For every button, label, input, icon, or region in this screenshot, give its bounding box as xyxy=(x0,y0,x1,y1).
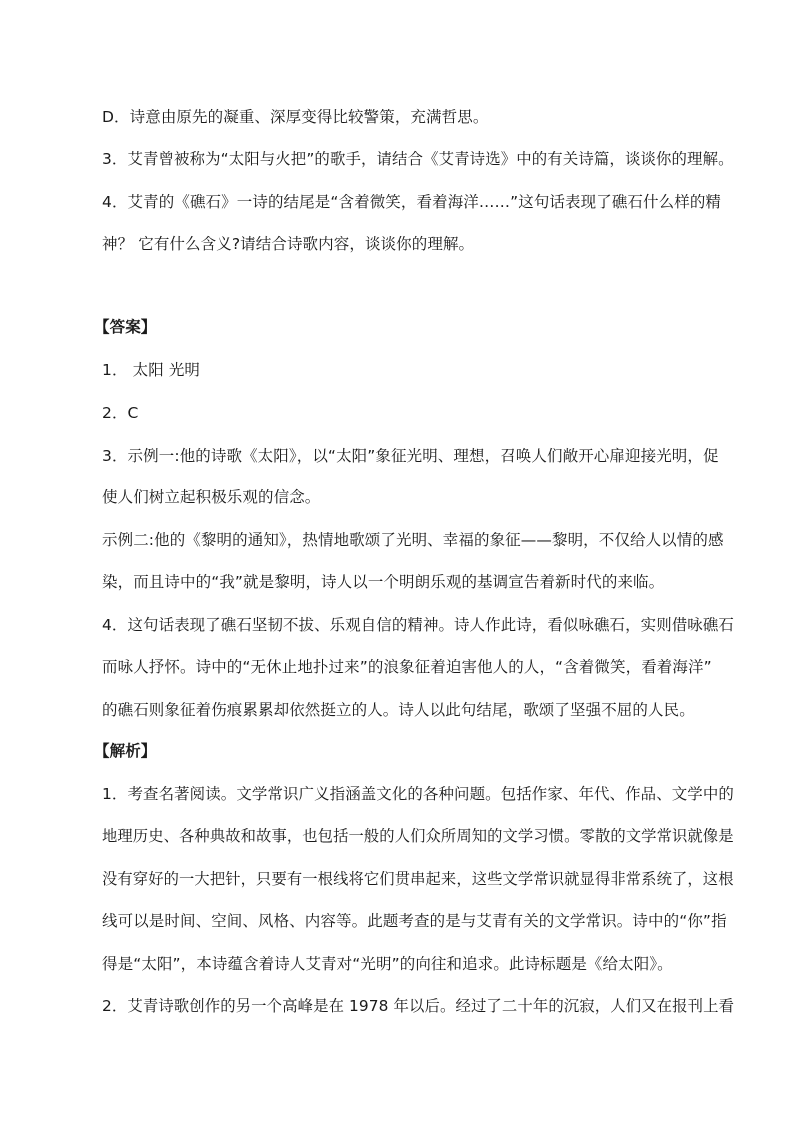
answer-3-example-2-line-2: 染，而且诗中的“我”就是黎明，诗人以一个明朗乐观的基调宣告着新时代的来临。 xyxy=(102,573,665,591)
analysis-1-line-4: 线可以是时间、空间、风格、内容等。此题考查的是与艾青有关的文学常识。诗中的“你”指 xyxy=(102,912,727,930)
answer-4-line-2: 而咏人抒怀。诗中的“无休止地扑过来”的浪象征着迫害他人的人，“含着微笑，看着海洋” xyxy=(102,658,712,676)
analysis-1-line-1: 1．考查名著阅读。文学常识广义指涵盖文化的各种问题。包括作家、年代、作品、文学中的 xyxy=(102,785,734,803)
option-d: D．诗意由原先的凝重、深厚变得比较警策，充满哲思。 xyxy=(102,108,489,126)
answer-3-line-1: 3．示例一:他的诗歌《太阳》，以“太阳”象征光明、理想，召唤人们敞开心扉迎接光明，促 xyxy=(102,447,719,465)
question-4-line-2: 神？ 它有什么含义?请结合诗歌内容，谈谈你的理解。 xyxy=(102,235,475,253)
answer-4-line-1: 4．这句话表现了礁石坚韧不拔、乐观自信的精神。诗人作此诗，看似咏礁石，实则借咏礁石 xyxy=(102,616,734,634)
analysis-1-line-3: 没有穿好的一大把针，只要有一根线将它们贯串起来，这些文学常识就显得非常系统了，这根 xyxy=(102,870,734,888)
question-4-line-1: 4．艾青的《礁石》一诗的结尾是“含着微笑，看着海洋……”这句话表现了礁石什么样的精 xyxy=(102,193,722,211)
analysis-2-line-1: 2．艾青诗歌创作的另一个高峰是在 1978 年以后。经过了二十年的沉寂，人们又在报刊上看 xyxy=(102,997,735,1015)
answer-2: 2．C xyxy=(102,404,139,422)
answer-3-example-2-line-1: 示例二:他的《黎明的通知》，热情地歌颂了光明、幸福的象征——黎明，不仅给人以情的感 xyxy=(102,531,724,549)
question-3: 3．艾青曾被称为“太阳与火把”的歌手，请结合《艾青诗选》中的有关诗篇，谈谈你的理解。 xyxy=(102,150,734,168)
analysis-1-line-2: 地理历史、各种典故和故事，也包括一般的人们众所周知的文学习惯。零散的文学常识就像是 xyxy=(102,827,734,845)
analysis-heading: 【解析】 xyxy=(94,742,157,760)
answer-heading: 【答案】 xyxy=(94,318,157,336)
analysis-1-line-5: 得是“太阳”，本诗蕴含着诗人艾青对“光明”的向往和追求。此诗标题是《给太阳》。 xyxy=(102,955,673,973)
answer-1: 1． 太阳 光明 xyxy=(102,361,201,379)
answer-3-line-2: 使人们树立起积极乐观的信念。 xyxy=(102,488,321,506)
answer-4-line-3: 的礁石则象征着伤痕累累却依然挺立的人。诗人以此句结尾，歌颂了坚强不屈的人民。 xyxy=(102,701,695,719)
